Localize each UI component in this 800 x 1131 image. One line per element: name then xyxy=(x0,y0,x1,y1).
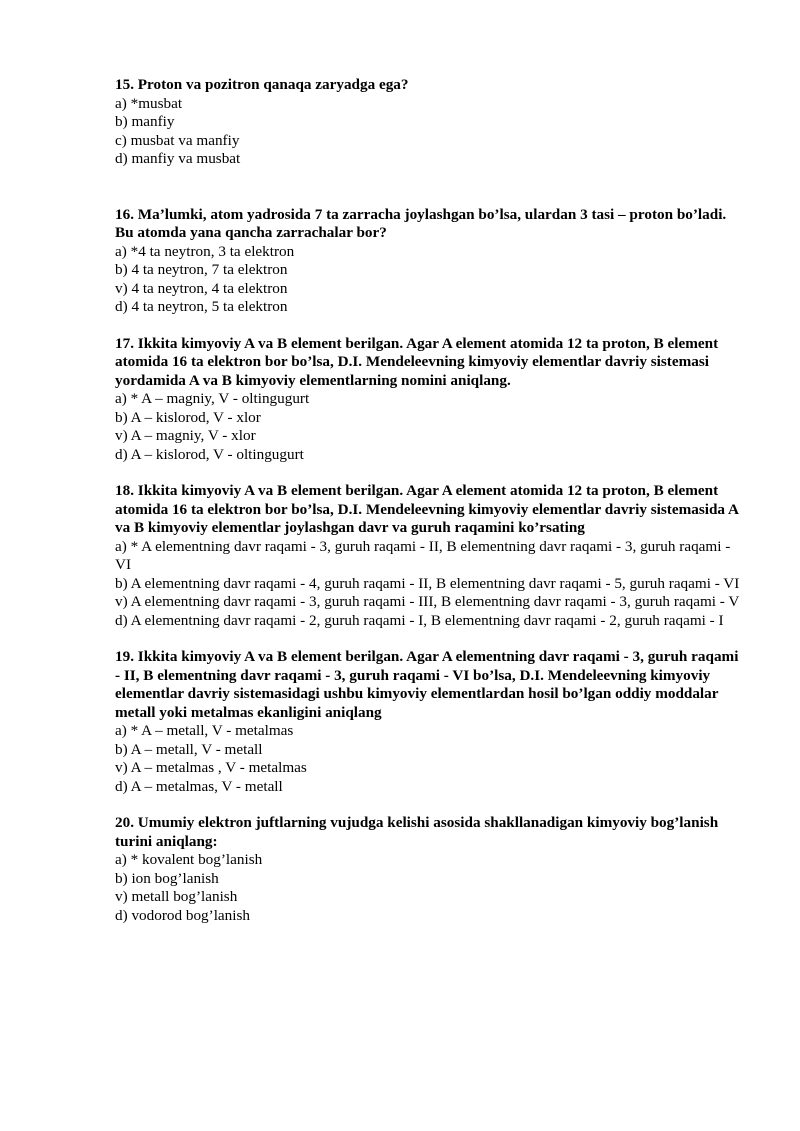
answer-option-d: d) manfiy va musbat xyxy=(115,150,241,167)
answer-option-v: v) metall bog’lanish xyxy=(115,888,238,905)
answer-option-d: d) vodorod bog’lanish xyxy=(115,906,250,924)
answer-option-a: a) *musbat xyxy=(115,94,183,112)
question-text: 15. Proton va pozitron qanaqa zaryadga ega? xyxy=(115,76,409,93)
answer-option-a: a) * A – metall, V - metalmas xyxy=(115,722,294,739)
question-18 xyxy=(115,482,745,630)
answer-option-d: d) A – metalmas, V - metall xyxy=(115,777,283,795)
answer-option-v: v) A – magniy, V - xlor xyxy=(115,427,256,444)
answer-option-a: a) * kovalent bog’lanish xyxy=(115,851,263,868)
answer-option-c: c) musbat va manfiy xyxy=(115,131,240,149)
answer-option-d: d) A elementning davr raqami - 2, guruh raqami - I, B elementning davr raqami - 2, guruh raqami - I xyxy=(115,611,724,629)
answer-option-v: v) A elementning davr raqami - 3, guruh raqami - III, B elementning davr raqami - 3, guruh raqami - V xyxy=(115,593,740,610)
answer-option-a: a) * A – magniy, V - oltingugurt xyxy=(115,390,310,407)
answer-option-d: d) 4 ta neytron, 5 ta elektron xyxy=(115,298,288,315)
answer-option-b: b) A – kislorod, V - xlor xyxy=(115,408,261,426)
question-16 xyxy=(115,206,745,317)
answer-option-b: b) A – metall, V - metall xyxy=(115,740,263,758)
answer-option-b: b) ion bog’lanish xyxy=(115,869,219,887)
question-text: 20. Umumiy elektron juftlarning vujudga kelishi asosida shakllanadigan kimyoviy bog’lanish turini aniqlang: xyxy=(115,814,719,850)
answer-option-a: a) * A elementning davr raqami - 3, guruh raqami - II, B elementning davr raqami - 3, guruh raqami - VI xyxy=(115,537,731,573)
question-text: 19. Ikkita kimyoviy A va B element berilgan. Agar A elementning davr raqami - 3, guruh raqami - II, B elementning davr raqami - 3, guruh raqami - VI bo’lsa, D.I. Mendeleevning kimyoviy elementlar davriy sistemasidagi ushbu kimyoviy elementlardan hosil bo’lgan oddiy moddalar metall yoki metalmas ekanligini aniqlang xyxy=(115,648,739,721)
answer-option-b: b) 4 ta neytron, 7 ta elektron xyxy=(115,261,288,278)
answer-option-b: b) A elementning davr raqami - 4, guruh raqami - II, B elementning davr raqami - 5, guruh raqami - VI xyxy=(115,574,740,592)
question-20 xyxy=(115,814,745,925)
answer-option-a: a) *4 ta neytron, 3 ta elektron xyxy=(115,242,295,260)
question-text: 16. Ma’lumki, atom yadrosida 7 ta zarracha joylashgan bo’lsa, ulardan 3 tasi – proton bo’ladi. Bu atomda yana qancha zarrachalar bor? xyxy=(115,205,727,241)
question-text: 18. Ikkita kimyoviy A va B element berilgan. Agar A element atomida 12 ta proton, B element atomida 16 ta elektron bor bo’lsa, D.I. Mendeleevning kimyoviy elementlar davriy sistemasida A va B kimyoviy elementlar joylashgan davr va guruh raqamini ko’rsating xyxy=(115,482,739,536)
answer-option-v: v) 4 ta neytron, 4 ta elektron xyxy=(115,279,288,297)
question-17 xyxy=(115,335,745,465)
answer-option-d: d) A – kislorod, V - oltingugurt xyxy=(115,445,304,463)
document-page xyxy=(115,76,745,925)
answer-option-b: b) manfiy xyxy=(115,113,175,130)
question-text: 17. Ikkita kimyoviy A va B element berilgan. Agar A element atomida 12 ta proton, B element atomida 16 ta elektron bor bo’lsa, D.I. Mendeleevning kimyoviy elementlar davriy sistemasi yordamida A va B kimyoviy elementlarning nomini aniqlang. xyxy=(115,334,719,389)
question-19 xyxy=(115,648,745,796)
question-15 xyxy=(115,76,745,169)
answer-option-v: v) A – metalmas , V - metalmas xyxy=(115,759,307,776)
